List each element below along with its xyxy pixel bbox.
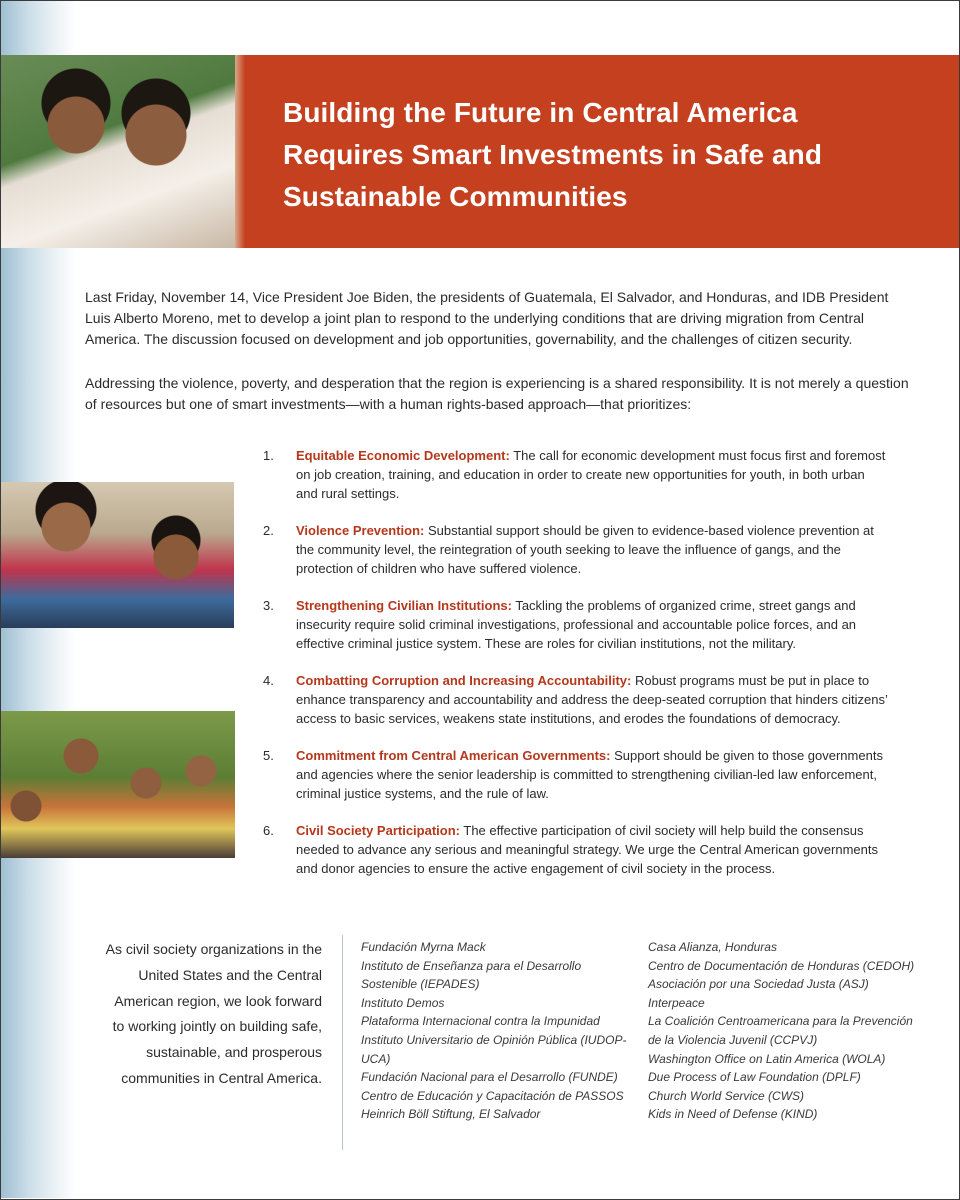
priority-item [263, 597, 888, 653]
organization-name: Interpeace [648, 995, 705, 1010]
intro-paragraph: Last Friday, November 14, Vice President Joe Biden, the presidents of Guatemala, El Salvador, and Honduras, and IDB President Luis Alberto Moreno, met to develop a joint plan to respond to the underlying conditions that are driving migration from Central America. The discussion focused on development and job opportunities, governability, and the challenges of citizen security. [85, 289, 889, 347]
organization-name: La Coalición Centroamericana para la Prevención de la Violencia Juvenil (CCPVJ) [648, 1014, 913, 1047]
priority-text: Substantial support should be given to evidence-based violence prevention at the community level, the reintegration of youth seeking to leave the influence of gangs, and the protection of children who have suffered violence. [296, 522, 874, 576]
priority-heading: Strengthening Civilian Institutions: [296, 597, 512, 613]
organization-name: Washington Office on Latin America (WOLA) [648, 1051, 886, 1066]
organizations-column-2 [648, 938, 918, 1124]
organization-name: Kids in Need of Defense (KIND) [648, 1107, 818, 1122]
priority-heading: Commitment from Central American Governments: [296, 747, 611, 763]
title-line: Requires Smart Investments in Safe and [283, 139, 823, 170]
organization-name: Instituto Demos [361, 995, 445, 1010]
priority-number: 4. [263, 672, 274, 688]
page-title [283, 92, 923, 218]
priority-text: Tackling the problems of organized crime, street gangs and insecurity require solid criminal investigations, professional and accountable police forces, and an effective criminal justice system. These are roles for civilian institutions, not the military. [296, 597, 857, 651]
organization-name: Plataforma Internacional contra la Impunidad [361, 1014, 600, 1029]
title-line: Building the Future in Central America [283, 97, 798, 128]
priority-heading: Combatting Corruption and Increasing Accountability: [296, 672, 632, 688]
priority-heading: Equitable Economic Development: [296, 448, 510, 463]
priority-text: The effective participation of civil society will help build the consensus needed to advance any serious and meaningful strategy. We urge the Central American governments and donor agencies to ensure the active engagement of civil society in the process. [296, 822, 878, 876]
group-of-children-photo [1, 711, 235, 858]
organization-name: Church World Service (CWS) [648, 1088, 805, 1103]
title-line: Sustainable Communities [283, 181, 628, 212]
organization-name: Due Process of Law Foundation (DPLF) [648, 1070, 861, 1085]
organization-name: Instituto de Enseñanza para el Desarrollo Sostenible (IEPADES) [361, 958, 582, 992]
column-divider [342, 935, 343, 1150]
priority-text: Robust programs must be put in place to enhance transparency and accountability and address the deep-seated corruption that hinders citizens’ access to basic services, weakens state institutions, and erodes the foundations of democracy. [296, 672, 888, 726]
woman-and-boy-photo [1, 482, 234, 628]
priority-number: 3. [263, 597, 274, 613]
organization-name: Fundación Nacional para el Desarrollo (FUNDE) [361, 1070, 618, 1085]
organization-name: Centro de Educación y Capacitación de PASSOS [361, 1088, 624, 1103]
priority-item [263, 522, 888, 578]
organization-name: Centro de Documentación de Honduras (CEDOH) [648, 958, 915, 973]
priorities-list [263, 447, 888, 878]
two-girls-photo [1, 55, 235, 248]
organization-name: Instituto Universitario de Opinión Pública (IUDOP-UCA) [361, 1032, 627, 1066]
closing-statement: As civil society organizations in the United States and the Central American region, we look forward to working jointly on building safe, sustainable, and prosperous communities in Central America. [105, 941, 322, 1086]
priority-number: 5. [263, 747, 274, 763]
priority-text: The call for economic development must focus first and foremost on job creation, training, and education in order to create new opportunities for youth, in both urban and rural settings. [296, 448, 886, 501]
organization-name: Heinrich Böll Stiftung, El Salvador [361, 1107, 541, 1122]
priority-heading: Violence Prevention: [296, 522, 425, 538]
organization-name: Fundación Myrna Mack [361, 940, 486, 954]
priority-item [263, 822, 888, 878]
organization-name: Asociación por una Sociedad Justa (ASJ) [648, 977, 869, 992]
priority-number: 6. [263, 822, 274, 838]
organization-name: Casa Alianza, Honduras [648, 940, 777, 954]
priority-item [263, 447, 888, 503]
priority-number: 2. [263, 522, 274, 538]
priority-heading: Civil Society Participation: [296, 822, 460, 838]
intro-paragraph: Addressing the violence, poverty, and desperation that the region is experiencing is a shared responsibility. It is not merely a question of resources but one of smart investments—with a human rights-based approach—that prioritizes: [85, 375, 909, 412]
priority-item [263, 672, 888, 728]
priority-text: Support should be given to those governments and agencies where the senior leadership is committed to strengthening civilian-led law enforcement, criminal justice systems, and the rule of law. [296, 747, 883, 801]
priority-number: 1. [263, 448, 274, 463]
priority-item [263, 747, 888, 803]
photo-edge-strip [235, 55, 245, 248]
organizations-column-1 [361, 938, 631, 1124]
